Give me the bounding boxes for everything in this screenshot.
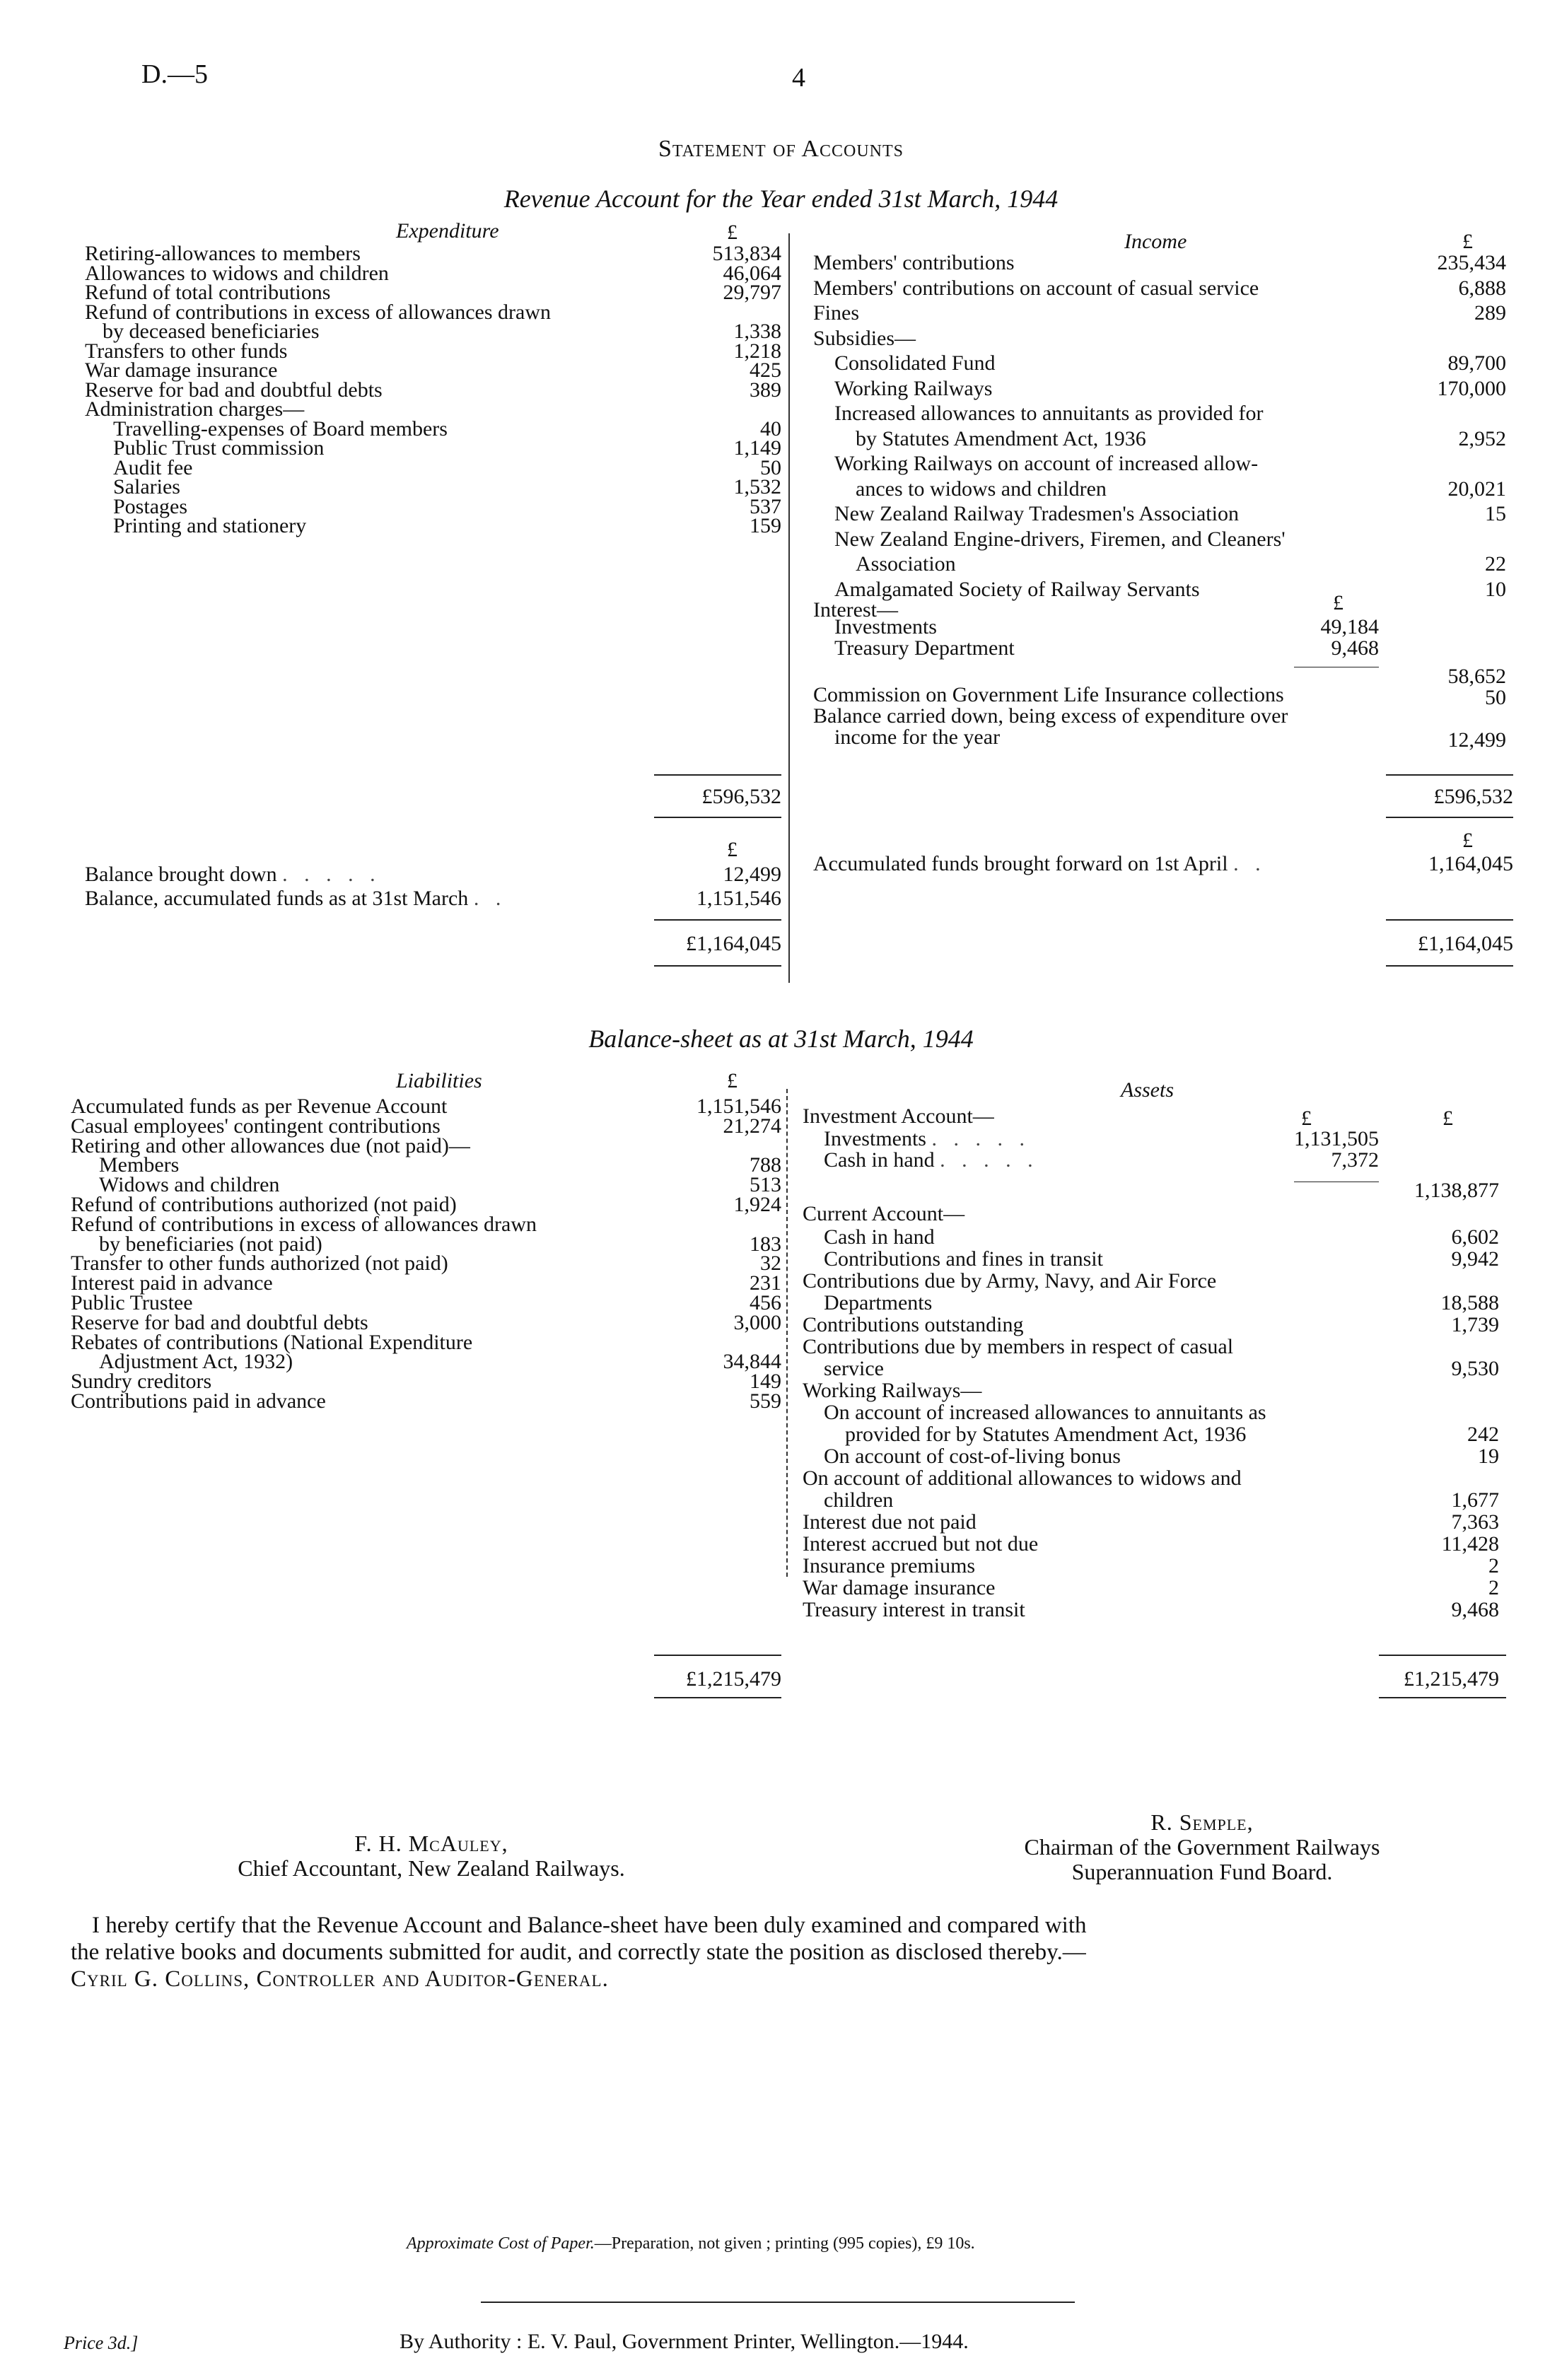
cost-note xyxy=(407,2234,975,2253)
expenditure-row-label: Public Trust commission xyxy=(113,436,325,460)
signatory-mcauley-title: Chief Accountant, New Zealand Railways. xyxy=(238,1855,625,1882)
liability-row-label: Widows and children xyxy=(99,1173,280,1197)
expenditure-row-value: 46,064 xyxy=(723,261,781,285)
signatory-semple-title2: Superannuation Fund Board. xyxy=(1071,1859,1333,1885)
commission-label: Commission on Government Life Insurance collections xyxy=(813,683,1284,706)
expenditure-header: Expenditure xyxy=(396,219,499,243)
asset-row-label: On account of cost-of-living bonus xyxy=(824,1445,1121,1468)
interest-investments-label: Investments xyxy=(834,615,937,638)
liability-row-label: Contributions paid in advance xyxy=(71,1389,326,1413)
expenditure-row-label: Transfers to other funds xyxy=(85,339,288,363)
cost-label: Approximate Cost of Paper. xyxy=(407,2234,595,2253)
interest-total: 58,652 xyxy=(1447,665,1506,688)
liability-row-value: 513 xyxy=(750,1173,781,1197)
asset-row-value: 9,468 xyxy=(1451,1598,1499,1621)
income-row-label: ances to widows and children xyxy=(856,477,1107,501)
expenditure-total: £596,532 xyxy=(701,785,781,808)
liability-row-label: Public Trustee xyxy=(71,1291,193,1314)
asset-row-label: Treasury interest in transit xyxy=(803,1598,1025,1621)
expenditure-row-label: Postages xyxy=(113,494,187,518)
signatory-mcauley: F. H. McAuley, xyxy=(354,1831,508,1856)
asset-row-label: On account of additional allowances to widows and xyxy=(803,1466,1242,1490)
statement-title: Statement of Accounts xyxy=(658,136,904,162)
asset-row-label: Contributions and fines in transit xyxy=(824,1247,1103,1271)
income-row-value: 15 xyxy=(1485,502,1506,525)
investment-account-label: Investment Account— xyxy=(803,1104,994,1128)
inc-total-rule-bottom xyxy=(1386,817,1513,818)
asset-row-label: Working Railways— xyxy=(803,1379,982,1402)
asset-row-label: Departments xyxy=(824,1291,933,1314)
liability-row-label: Transfer to other funds authorized (not paid) xyxy=(71,1252,448,1276)
asset-cash-value: 7,372 xyxy=(1331,1148,1379,1172)
assets-header: Assets xyxy=(1121,1078,1174,1102)
liabilities-total: £1,215,479 xyxy=(686,1667,781,1691)
asset-row-label: Insurance premiums xyxy=(803,1554,976,1577)
expenditure-row-value: 389 xyxy=(750,378,781,402)
balance-cd-value: 12,499 xyxy=(1447,728,1506,752)
certification-signatory: Cyril G. Collins, Controller and Auditor-General. xyxy=(71,1966,609,1992)
asset-row-value: 2 xyxy=(1488,1554,1499,1577)
asset-row-label: service xyxy=(824,1357,884,1380)
liability-row-value: 231 xyxy=(750,1271,781,1295)
liability-row-label: Refund of contributions authorized (not paid) xyxy=(71,1193,457,1216)
income-row-value: 289 xyxy=(1474,301,1506,325)
interest-treasury-label: Treasury Department xyxy=(834,636,1015,660)
liability-row-value: 1,924 xyxy=(733,1193,781,1216)
expenditure-row-label: by deceased beneficiaries xyxy=(103,320,320,343)
expenditure-row-label: Administration charges— xyxy=(85,397,305,421)
printer-authority: By Authority : E. V. Paul, Government Printer, Wellington.—1944. xyxy=(400,2330,969,2353)
certification-line1: I hereby certify that the Revenue Account and Balance-sheet have been duly examined and compared with xyxy=(92,1913,1087,1938)
income-row-label: by Statutes Amendment Act, 1936 xyxy=(856,426,1146,450)
balance-bd-label: Balance brought down . . . . . xyxy=(85,863,381,886)
expenditure-row-label: War damage insurance xyxy=(85,358,278,382)
liab-total-rule-bottom xyxy=(654,1697,781,1698)
asset-row-value: 1,677 xyxy=(1451,1488,1499,1512)
income-row-label: New Zealand Railway Tradesmen's Association xyxy=(834,502,1239,525)
signature-right xyxy=(933,1810,1471,1885)
liability-row-value: 3,000 xyxy=(733,1310,781,1334)
inc-total-rule-top xyxy=(1386,774,1513,776)
income-row-label: Subsidies— xyxy=(813,326,916,350)
liability-row-value: 149 xyxy=(750,1370,781,1394)
exp-total-rule-top xyxy=(654,774,781,776)
grand-total-rule-bottom-right xyxy=(1386,965,1513,967)
liability-row-label: by beneficiaries (not paid) xyxy=(99,1232,322,1256)
expenditure-row-label: Salaries xyxy=(113,475,180,498)
asset-row-label: Interest due not paid xyxy=(803,1510,977,1534)
asset-total-rule-top xyxy=(1379,1655,1506,1656)
asset-row-value: 6,602 xyxy=(1451,1225,1499,1249)
asset-cash-label: Cash in hand . . . . . xyxy=(824,1148,1039,1172)
asset-row-value: 19 xyxy=(1478,1445,1499,1468)
expenditure-row-value: 1,338 xyxy=(733,320,781,343)
liability-row-label: Members xyxy=(99,1153,180,1177)
expenditure-row-label: Travelling-expenses of Board members xyxy=(113,416,448,441)
income-row-value: 2,952 xyxy=(1458,426,1506,450)
income-currency: £ xyxy=(1462,230,1473,253)
liability-row-value: 788 xyxy=(750,1153,781,1177)
expenditure-row-value: 1,149 xyxy=(733,436,781,460)
accum-funds-label: Balance, accumulated funds as at 31st March . . xyxy=(85,887,507,910)
asset-investments-value: 1,131,505 xyxy=(1294,1127,1379,1150)
liability-row-label: Sundry creditors xyxy=(71,1370,212,1394)
asset-row-value: 9,942 xyxy=(1451,1247,1499,1271)
asset-row-value: 242 xyxy=(1467,1423,1499,1446)
asset-investments-label: Investments . . . . . xyxy=(824,1127,1030,1150)
liability-row-label: Interest paid in advance xyxy=(71,1271,273,1295)
investment-total: 1,138,877 xyxy=(1414,1179,1499,1202)
expenditure-row-label: Reserve for bad and doubtful debts xyxy=(85,378,383,402)
current-account-label: Current Account— xyxy=(803,1202,965,1225)
interest-investments-value: 49,184 xyxy=(1320,615,1379,638)
asset-row-label: children xyxy=(824,1488,894,1512)
liability-row-label: Accumulated funds as per Revenue Account xyxy=(71,1095,448,1118)
liability-row-value: 456 xyxy=(750,1291,781,1314)
interest-label: Interest— xyxy=(813,598,898,622)
expenditure-row-value: 29,797 xyxy=(723,281,781,304)
income-row-label: Association xyxy=(856,552,956,576)
asset-row-value: 2 xyxy=(1488,1576,1499,1599)
balance-cd-line1: Balance carried down, being excess of expenditure over xyxy=(813,704,1288,728)
grand-total-rule-bottom-left xyxy=(654,965,781,967)
expenditure-currency: £ xyxy=(727,221,738,244)
assets-total: £1,215,479 xyxy=(1404,1667,1499,1691)
income-row-value: 235,434 xyxy=(1437,251,1506,274)
liability-row-label: Casual employees' contingent contributions xyxy=(71,1114,441,1138)
expenditure-row-label: Refund of total contributions xyxy=(85,281,331,304)
liability-row-label: Refund of contributions in excess of allowances drawn xyxy=(71,1212,537,1236)
price: Price 3d.] xyxy=(64,2333,139,2353)
cost-text: —Preparation, not given ; printing (995 copies), £9 10s. xyxy=(594,2234,975,2253)
asset-row-value: 9,530 xyxy=(1451,1357,1499,1380)
interest-currency: £ xyxy=(1333,591,1344,614)
asset-row-value: 11,428 xyxy=(1441,1532,1499,1556)
income-row-label: New Zealand Engine-drivers, Firemen, and Cleaners' xyxy=(834,527,1286,551)
accum-forward-value: 1,164,045 xyxy=(1428,852,1513,875)
income-row-label: Members' contributions on account of casual service xyxy=(813,276,1259,300)
income-total: £596,532 xyxy=(1433,785,1513,808)
certification-line2: the relative books and documents submitted for audit, and correctly state the position as disclosed thereby.— xyxy=(71,1939,1086,1965)
asset-row-label: Contributions due by Army, Navy, and Air Force xyxy=(803,1269,1217,1293)
income-row-label: Members' contributions xyxy=(813,251,1015,274)
accum-funds-value: 1,151,546 xyxy=(697,887,781,910)
income-row-value: 6,888 xyxy=(1458,276,1506,300)
asset-total-rule-bottom xyxy=(1379,1697,1506,1698)
liab-total-rule-top xyxy=(654,1655,781,1656)
liability-row-value: 34,844 xyxy=(723,1350,781,1374)
grand-total-rule-top-right xyxy=(1386,919,1513,921)
balance-divider xyxy=(786,1089,788,1577)
expenditure-row-value: 40 xyxy=(760,416,781,441)
page-number: 4 xyxy=(792,63,805,93)
income-row-label: Fines xyxy=(813,301,860,325)
expenditure-row-value: 537 xyxy=(750,494,781,518)
asset-row-label: Interest accrued but not due xyxy=(803,1532,1039,1556)
liabilities-header: Liabilities xyxy=(396,1069,482,1092)
balance-currency-right: £ xyxy=(1462,829,1473,852)
income-row-value: 10 xyxy=(1485,577,1506,601)
expenditure-row-value: 50 xyxy=(760,455,781,479)
asset-row-label: Cash in hand xyxy=(824,1225,935,1249)
grand-total-right: £1,164,045 xyxy=(1418,932,1513,955)
balance-sheet-title: Balance-sheet as at 31st March, 1944 xyxy=(588,1025,974,1053)
exp-total-rule-bottom xyxy=(654,817,781,818)
asset-row-label: On account of increased allowances to annuitants as xyxy=(824,1401,1266,1424)
liability-row-value: 21,274 xyxy=(723,1114,781,1138)
expenditure-row-label: Refund of contributions in excess of allowances drawn xyxy=(85,300,551,324)
signatory-semple-title1: Chairman of the Government Railways xyxy=(1024,1834,1380,1860)
income-row-value: 20,021 xyxy=(1447,477,1506,501)
grand-total-left: £1,164,045 xyxy=(686,932,781,955)
asset-row-label: Contributions due by members in respect of casual xyxy=(803,1335,1234,1358)
commission-value: 50 xyxy=(1485,686,1506,709)
expenditure-row-value: 1,532 xyxy=(733,475,781,498)
asset-row-value: 7,363 xyxy=(1451,1510,1499,1534)
expenditure-row-value: 513,834 xyxy=(712,242,781,265)
liability-row-value: 1,151,546 xyxy=(697,1095,781,1118)
balance-currency-left: £ xyxy=(727,838,738,861)
signatory-semple: R. Semple, xyxy=(1150,1809,1254,1835)
income-row-label: Working Railways on account of increased allow- xyxy=(834,452,1259,475)
asset-row-label: Contributions outstanding xyxy=(803,1313,1024,1336)
income-row-value: 170,000 xyxy=(1437,376,1506,400)
expenditure-row-label: Printing and stationery xyxy=(113,514,307,537)
liability-row-value: 559 xyxy=(750,1389,781,1413)
balance-cd-line2: income for the year xyxy=(834,725,1001,749)
liability-row-label: Adjustment Act, 1932) xyxy=(99,1350,293,1374)
expenditure-row-label: Audit fee xyxy=(113,455,193,479)
liability-row-value: 32 xyxy=(760,1252,781,1276)
asset-row-value: 1,739 xyxy=(1451,1313,1499,1336)
audit-certification xyxy=(71,1913,1492,1993)
asset-row-label: War damage insurance xyxy=(803,1576,996,1599)
income-row-value: 22 xyxy=(1485,552,1506,576)
revenue-divider xyxy=(788,233,790,983)
grand-total-rule-top-left xyxy=(654,919,781,921)
expenditure-row-label: Allowances to widows and children xyxy=(85,261,389,285)
liability-row-value: 183 xyxy=(750,1232,781,1256)
footer-rule xyxy=(481,2302,1075,2303)
expenditure-row-value: 425 xyxy=(750,358,781,382)
assets-currency-inner: £ xyxy=(1301,1107,1312,1130)
signature-left xyxy=(233,1831,629,1881)
doc-reference: D.—5 xyxy=(141,59,208,89)
asset-row-label: provided for by Statutes Amendment Act, 1936 xyxy=(845,1423,1247,1446)
revenue-account-title: Revenue Account for the Year ended 31st March, 1944 xyxy=(503,185,1059,213)
income-header: Income xyxy=(1124,230,1187,253)
income-row-label: Consolidated Fund xyxy=(834,351,996,375)
asset-row-value: 18,588 xyxy=(1440,1291,1499,1314)
income-row-label: Increased allowances to annuitants as provided for xyxy=(834,402,1264,425)
liabilities-currency: £ xyxy=(727,1069,738,1092)
liability-row-label: Rebates of contributions (National Expenditure xyxy=(71,1330,473,1354)
interest-treasury-value: 9,468 xyxy=(1331,636,1379,660)
income-row-label: Amalgamated Society of Railway Servants xyxy=(834,577,1200,601)
expenditure-row-value: 159 xyxy=(750,514,781,537)
liability-row-label: Retiring and other allowances due (not paid)— xyxy=(71,1133,470,1157)
accum-forward-label: Accumulated funds brought forward on 1st April . . xyxy=(813,852,1266,875)
assets-currency-outer: £ xyxy=(1442,1107,1453,1130)
income-row-value: 89,700 xyxy=(1447,351,1506,375)
balance-bd-value: 12,499 xyxy=(723,863,781,886)
expenditure-row-value: 1,218 xyxy=(733,339,781,363)
income-row-label: Working Railways xyxy=(834,376,993,400)
expenditure-row-label: Retiring-allowances to members xyxy=(85,242,361,265)
liability-row-label: Reserve for bad and doubtful debts xyxy=(71,1310,368,1334)
